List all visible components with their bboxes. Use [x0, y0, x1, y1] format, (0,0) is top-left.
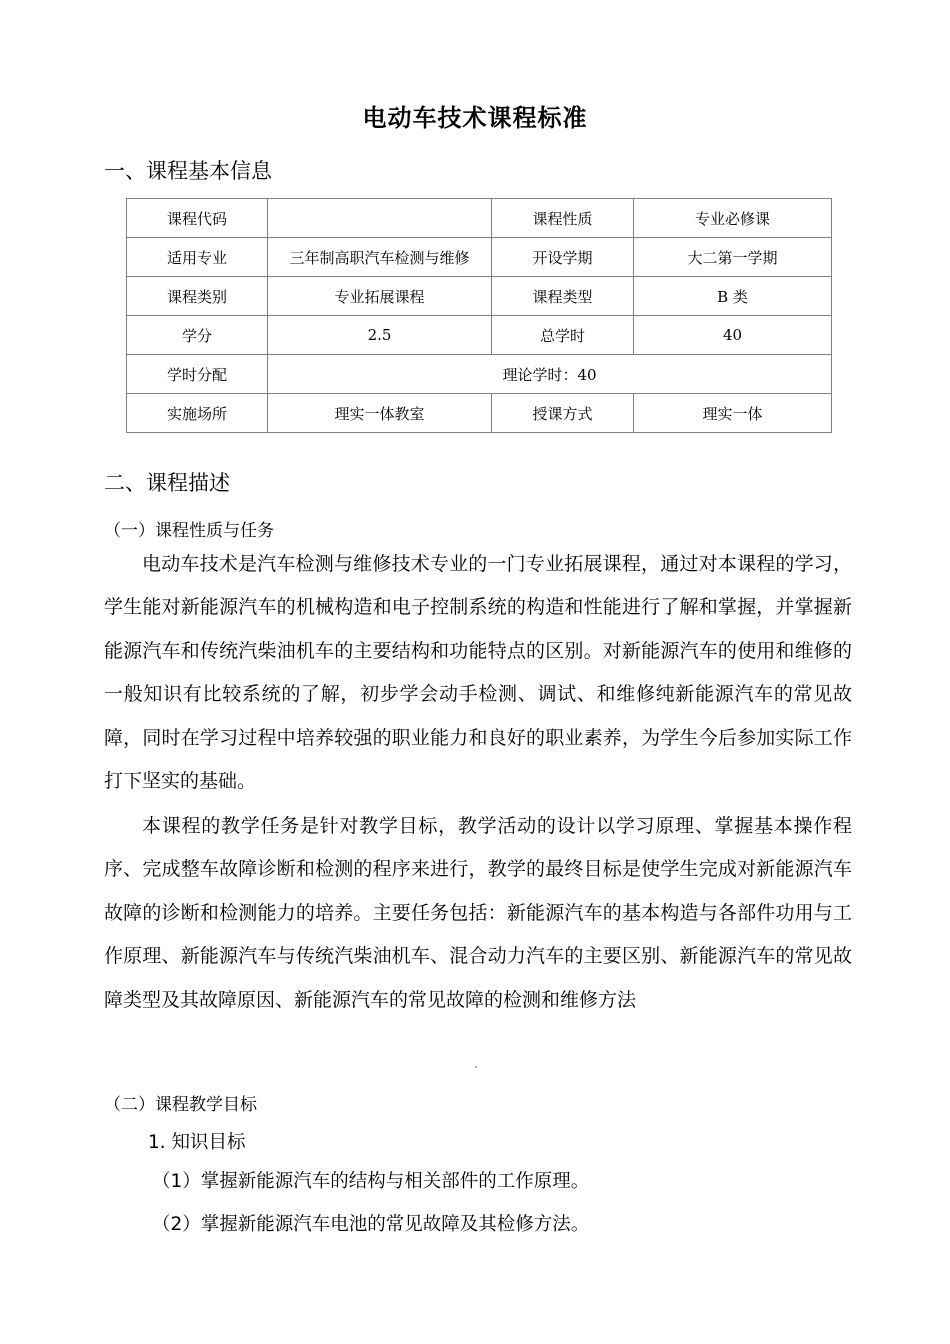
- list-item: （1）掌握新能源汽车的结构与相关部件的工作原理。: [152, 1171, 590, 1192]
- section-heading-basic-info: 一、课程基本信息: [104, 159, 272, 183]
- table-cell: 总学时: [492, 316, 634, 355]
- table-row: [127, 316, 832, 355]
- table-cell: 课程类别: [127, 277, 268, 316]
- paragraph-teaching-tasks: 本课程的教学任务是针对教学目标，教学活动的设计以学习原理、掌握基本操作程序、完成整车故障诊断和检测的程序来进行，教学的最终目标是使学生完成对新能源汽车故障的诊断和检测能力的培养。主要任务包括：新能源汽车的基本构造与各部件功用与工作原理、新能源汽车与传统汽柴油机车、混合动力汽车的主要区别、新能源汽车的常见故障类型及其故障原因、新能源汽车的常见故障的检测和维修方法: [104, 815, 852, 1011]
- table-cell: 学时分配: [127, 355, 268, 394]
- table-cell: 适用专业: [127, 238, 268, 277]
- table-cell: 三年制高职汽车检测与维修: [268, 238, 492, 277]
- table-cell: [268, 199, 492, 238]
- table-row: [127, 238, 832, 277]
- table-cell: 课程代码: [127, 199, 268, 238]
- table-cell: B 类: [634, 277, 832, 316]
- table-row: [127, 394, 832, 433]
- course-info-table: [126, 198, 832, 433]
- list-item-knowledge-goals: 1. 知识目标: [148, 1132, 246, 1153]
- table-row: [127, 355, 832, 394]
- table-cell: 课程性质: [492, 199, 634, 238]
- stray-dot: [475, 1066, 477, 1068]
- table-cell: 课程类型: [492, 277, 634, 316]
- paragraph-course-nature: 电动车技术是汽车检测与维修技术专业的一门专业拓展课程，通过对本课程的学习，学生能对新能源汽车的机械构造和电子控制系统的构造和性能进行了解和掌握，并掌握新能源汽车和传统汽柴油机车的主要结构和功能特点的区别。对新能源汽车的使用和维修的一般知识有比较系统的了解，初步学会动手检测、调试、和维修纯新能源汽车的常见故障，同时在学习过程中培养较强的职业能力和良好的职业素养，为学生今后参加实际工作打下坚实的基础。: [104, 553, 852, 793]
- table-cell: 实施场所: [127, 394, 268, 433]
- table-cell: 理论学时：40: [268, 355, 832, 394]
- table-row: [127, 277, 832, 316]
- table-cell: 授课方式: [492, 394, 634, 433]
- table-cell: 理实一体: [634, 394, 832, 433]
- table-cell: 大二第一学期: [634, 238, 832, 277]
- subsection-heading-teaching-goals: （二）课程教学目标: [104, 1095, 257, 1115]
- subsection-heading-nature-tasks: （一）课程性质与任务: [104, 521, 274, 541]
- table-cell: 专业拓展课程: [268, 277, 492, 316]
- table-cell: 理实一体教室: [268, 394, 492, 433]
- table-cell: 40: [634, 316, 832, 355]
- table-cell: 2.5: [268, 316, 492, 355]
- table-cell: 开设学期: [492, 238, 634, 277]
- table-row: [127, 199, 832, 238]
- table-cell: 学分: [127, 316, 268, 355]
- section-heading-course-description: 二、课程描述: [104, 471, 230, 495]
- document-title: 电动车技术课程标准: [362, 104, 588, 132]
- table-cell: 专业必修课: [634, 199, 832, 238]
- list-item: （2）掌握新能源汽车电池的常见故障及其检修方法。: [152, 1214, 590, 1235]
